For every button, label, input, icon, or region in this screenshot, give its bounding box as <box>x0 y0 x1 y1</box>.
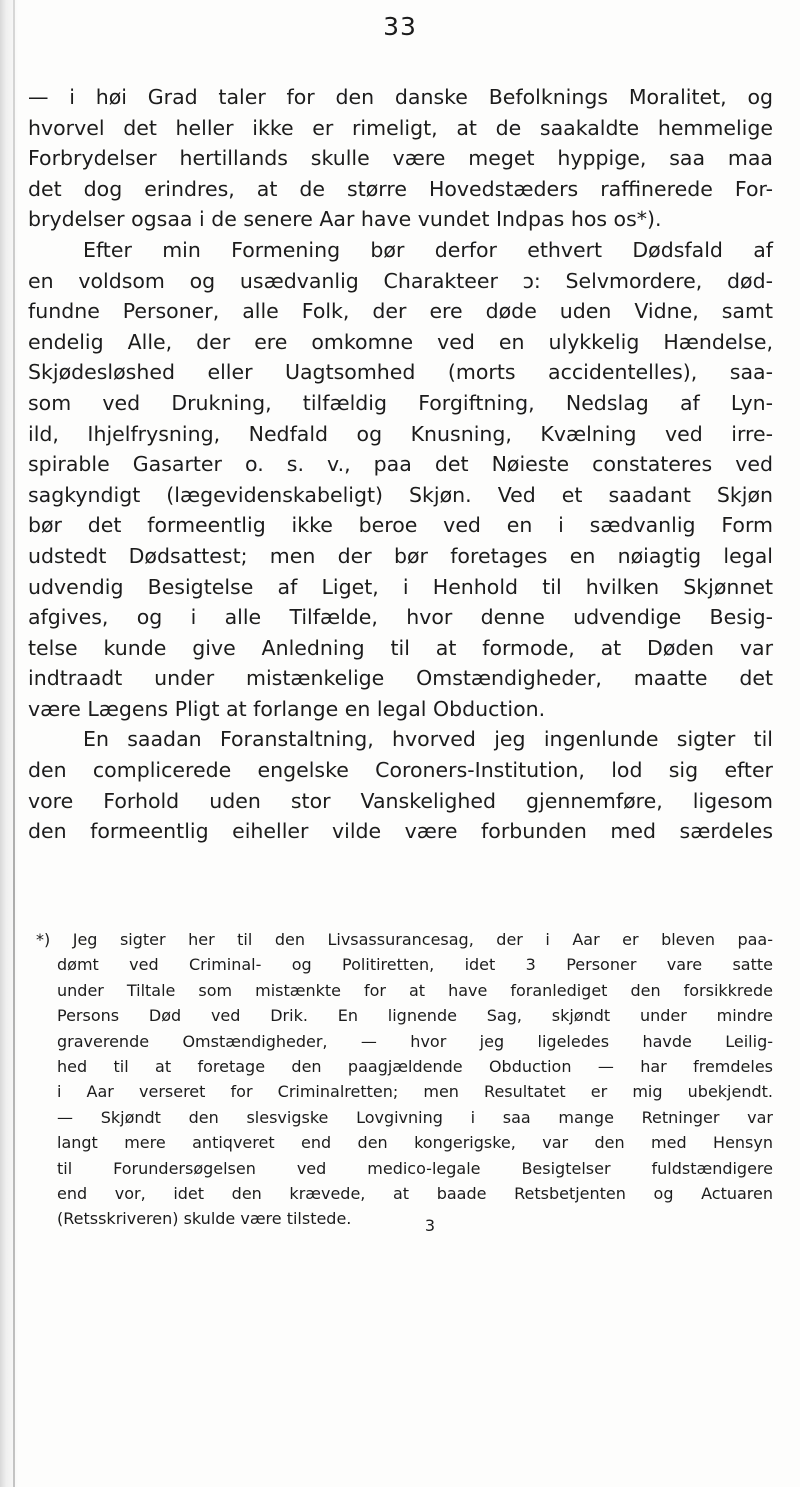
text-line: den complicerede engelske Coroners-Institution, lod sig efter <box>28 758 773 783</box>
footnote <box>36 927 773 1232</box>
signature-mark: 3 <box>424 1216 436 1235</box>
footnote-line: under Tiltale som mistænkte for at have foranlediget den forsikkrede <box>57 980 773 1000</box>
text-line: være Lægens Pligt at forlange en legal Obduction. <box>28 696 546 721</box>
text-line: Forbrydelser hertillands skulle være meget hyppige, saa maa <box>28 146 773 171</box>
main-text <box>28 82 773 847</box>
text-line: ild, Ihjelfrysning, Nedfald og Knusning, Kvælning ved irre- <box>28 421 773 446</box>
binding-gutter <box>0 0 18 1487</box>
footnote-line: langt mere antiqveret end den kongerigske, var den med Hensyn <box>57 1133 773 1153</box>
text-line: hvorvel det heller ikke er rimeligt, at de saakaldte hemmelige <box>28 115 773 140</box>
text-line: — i høi Grad taler for den danske Befolknings Moralitet, og <box>28 85 773 109</box>
text-line: som ved Drukning, tilfældig Forgiftning, Nedslag af Lyn- <box>28 390 773 415</box>
text-line: En saadan Foranstaltning, hvorved jeg ingenlunde sigter til <box>83 727 773 752</box>
text-line: den formeentlig eiheller vilde være forbunden med særdeles <box>28 819 773 844</box>
footnote-line: i Aar verseret for Criminalretten; men Resultatet er mig ubekjendt. <box>57 1082 773 1102</box>
text-line: udvendig Besigtelse af Liget, i Henhold til hvilken Skjønnet <box>28 574 773 599</box>
footnote-line: til Forundersøgelsen ved medico-legale Besigtelser fuldstændigere <box>57 1158 773 1178</box>
text-line: Skjødesløshed eller Uagtsomhed (morts accidentelles), saa- <box>28 360 773 385</box>
text-line: sagkyndigt (lægevidenskabeligt) Skjøn. Ved et saadant Skjøn <box>28 482 773 507</box>
footnote-line: end vor, idet den krævede, at baade Retsbetjenten og Actuaren <box>57 1183 773 1203</box>
text-line: det dog erindres, at de større Hovedstæders raffinerede For- <box>28 176 773 201</box>
text-line: telse kunde give Anledning til at formode, at Døden var <box>28 635 773 660</box>
footnote-line: (Retsskriveren) skulde være tilstede. <box>57 1209 352 1229</box>
footnote-line: *) Jeg sigter her til den Livsassurancesag, der i Aar er bleven paa- <box>36 930 773 949</box>
footnote-line: Persons Død ved Drik. En lignende Sag, skjøndt under mindre <box>57 1006 773 1026</box>
text-line: udstedt Dødsattest; men der bør foretages en nøiagtig legal <box>28 543 773 568</box>
text-line: fundne Personer, alle Folk, der ere døde uden Vidne, samt <box>28 299 773 324</box>
binding-shadow <box>13 0 15 1487</box>
footnote-line: graverende Omstændigheder, — hvor jeg ligeledes havde Leilig- <box>57 1031 773 1051</box>
footnote-line: hed til at foretage den paagjældende Obduction — har fremdeles <box>57 1056 773 1076</box>
footnote-line: — Skjøndt den slesvigske Lovgivning i saa mange Retninger var <box>57 1107 773 1127</box>
page-number: 33 <box>383 12 417 41</box>
text-line: spirable Gasarter o. s. v., paa det Nøieste constateres ved <box>28 452 773 477</box>
text-line: bør det formeentlig ikke beroe ved en i sædvanlig Form <box>28 513 773 538</box>
text-line: en voldsom og usædvanlig Charakteer ɔ: Selvmordere, død- <box>28 268 773 293</box>
text-line: endelig Alle, der ere omkomne ved en ulykkelig Hændelse, <box>28 329 773 354</box>
text-line: brydelser ogsaa i de senere Aar have vundet Indpas hos os*). <box>28 207 662 232</box>
footnote-line: dømt ved Criminal- og Politiretten, idet 3 Personer vare satte <box>57 955 773 975</box>
text-line: afgives, og i alle Tilfælde, hvor denne udvendige Besig- <box>28 605 773 630</box>
text-line: Efter min Formening bør derfor ethvert Dødsfald af <box>83 237 773 262</box>
text-line: indtraadt under mistænkelige Omstændigheder, maatte det <box>28 666 773 691</box>
text-line: vore Forhold uden stor Vanskelighed gjennemføre, ligesom <box>28 788 773 813</box>
